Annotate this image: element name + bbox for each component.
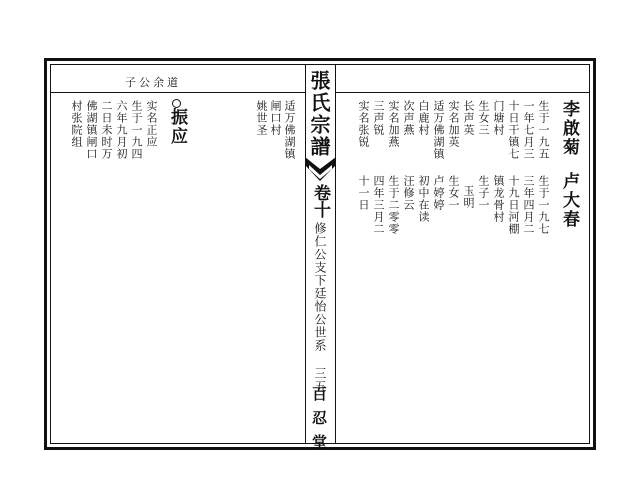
left-person-name: 振应 bbox=[167, 108, 187, 146]
right-col-a12: 三声锐 bbox=[372, 100, 385, 136]
right-col-b2: 三年四月二 bbox=[522, 175, 535, 235]
left-col-10: 村张院组 bbox=[70, 100, 83, 148]
right-col-b9: 初中在读 bbox=[417, 175, 430, 223]
right-col-a13: 实名张锐 bbox=[357, 100, 370, 148]
book-title: 張氏宗譜 bbox=[307, 70, 331, 158]
left-col-3: 姚世圣 bbox=[255, 100, 268, 136]
right-col-b12: 四年三月二 bbox=[372, 175, 385, 235]
right-col-b3: 十九日河棚 bbox=[507, 175, 520, 235]
right-col-a7: 实名加英 bbox=[447, 100, 460, 148]
left-header-rule bbox=[50, 92, 305, 93]
right-col-b5: 生子一 bbox=[477, 175, 490, 211]
left-col-5: 实名正应 bbox=[145, 100, 158, 148]
right-col-b6: 玉明 bbox=[462, 185, 475, 209]
right-col-a10: 次声燕 bbox=[402, 100, 415, 136]
left-col-6: 生于一九四 bbox=[130, 100, 143, 160]
circle-marker-icon bbox=[172, 99, 181, 108]
left-col-7: 六年九月初 bbox=[115, 100, 128, 160]
right-col-a4: 门塘村 bbox=[492, 100, 505, 136]
right-col-a8: 适万佛湖镇 bbox=[432, 100, 445, 160]
right-col-b11: 生于二零零 bbox=[387, 175, 400, 235]
right-header-rule bbox=[335, 92, 590, 93]
left-header-label: 子公余道 bbox=[125, 76, 181, 89]
right-col-a6: 长声英 bbox=[462, 100, 475, 136]
fishtail-ornament bbox=[305, 157, 336, 185]
right-col-b4: 镇龙骨村 bbox=[492, 175, 505, 223]
right-col-a11: 实名加燕 bbox=[387, 100, 400, 148]
right-col-a3: 十日干镇七 bbox=[507, 100, 520, 160]
right-col-b13: 十一日 bbox=[357, 175, 370, 211]
right-col-a1: 生于一九五 bbox=[537, 100, 550, 160]
right-col-a9: 白鹿村 bbox=[417, 100, 430, 136]
lineage-label: 修仁公支下廷怡公世系 三五 bbox=[313, 222, 327, 393]
person-name-lu-dachun: 卢大春 bbox=[559, 172, 579, 229]
right-col-b10: 汪修云 bbox=[402, 175, 415, 211]
left-col-9: 佛湖镇闸口 bbox=[85, 100, 98, 160]
right-col-a2: 一年七月三 bbox=[522, 100, 535, 160]
right-col-b8: 卢婷婷 bbox=[432, 175, 445, 211]
center-column-right-rule bbox=[335, 64, 336, 444]
left-col-8: 二日未时万 bbox=[100, 100, 113, 160]
person-name-li-qiju: 李啟菊 bbox=[559, 100, 579, 157]
right-col-b1: 生于一九七 bbox=[537, 175, 550, 235]
right-col-b7: 生女一 bbox=[447, 175, 460, 211]
volume-label: 卷十 bbox=[310, 184, 330, 218]
left-col-2: 闸口村 bbox=[269, 100, 282, 136]
right-col-a5: 生女三 bbox=[477, 100, 490, 136]
hall-name: 百忍堂 bbox=[310, 386, 328, 458]
left-col-1: 适万佛湖镇 bbox=[283, 100, 296, 160]
center-column-left-rule bbox=[305, 64, 306, 444]
